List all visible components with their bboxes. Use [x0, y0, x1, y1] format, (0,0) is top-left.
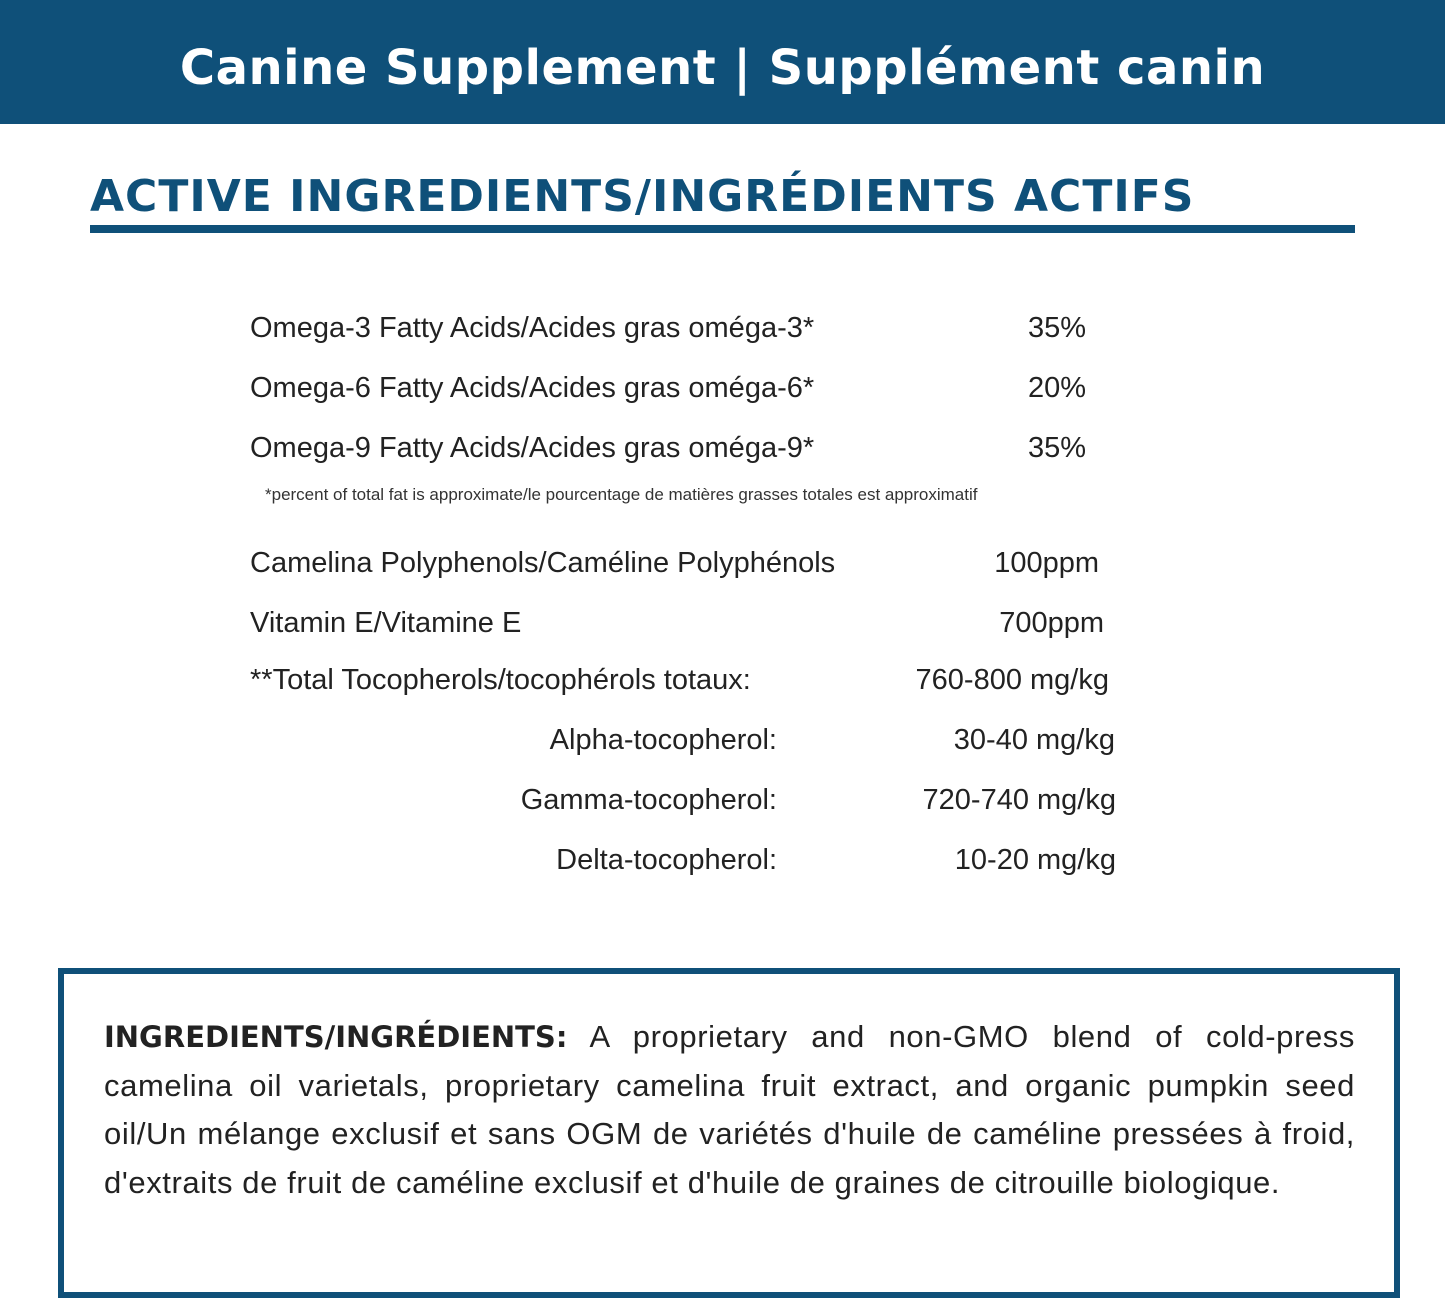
alpha-tocopherol-label: Alpha-tocopherol:: [549, 724, 777, 756]
omega-6-label: Omega-6 Fatty Acids/Acides gras oméga-6*: [250, 372, 815, 404]
active-ingredients-heading: ACTIVE INGREDIENTS/INGRÉDIENTS ACTIFS: [90, 171, 1195, 222]
camelina-polyphenols-label: Camelina Polyphenols/Caméline Polyphénols: [250, 547, 836, 579]
omega-9-label: Omega-9 Fatty Acids/Acides gras oméga-9*: [250, 432, 815, 464]
gamma-tocopherol-value: 720-740 mg/kg: [922, 784, 1116, 816]
omega-3-label: Omega-3 Fatty Acids/Acides gras oméga-3*: [250, 312, 815, 344]
delta-tocopherol-label: Delta-tocopherol:: [556, 844, 777, 876]
gamma-tocopherol-label: Gamma-tocopherol:: [520, 784, 777, 816]
ingredients-paragraph: [104, 1013, 1355, 1207]
omega-3-value: 35%: [1027, 312, 1086, 344]
vitamin-e-label: Vitamin E/Vitamine E: [250, 607, 522, 639]
total-tocopherols-label: **Total Tocopherols/tocophérols totaux:: [250, 664, 751, 696]
fat-footnote: *percent of total fat is approximate/le pourcentage de matières grasses totales est approximatif: [265, 485, 978, 504]
total-tocopherols-value: 760-800 mg/kg: [915, 664, 1109, 696]
ingredients-description: A proprietary and non-GMO blend of cold-press camelina oil varietals, proprietary camelina fruit extract, and organic pumpkin seed oil/Un mélange exclusif et sans OGM de variétés d'huile de caméline pressées à froid, d'extraits de fruit de caméline exclusif et d'huile de graines de citrouille biologique.: [104, 1019, 1355, 1200]
omega-9-value: 35%: [1027, 432, 1086, 464]
vitamin-e-value: 700ppm: [999, 607, 1104, 639]
heading-underline: [90, 225, 1355, 233]
alpha-tocopherol-value: 30-40 mg/kg: [953, 724, 1115, 756]
omega-6-value: 20%: [1027, 372, 1086, 404]
ingredients-label: INGREDIENTS/INGRÉDIENTS:: [104, 1020, 568, 1054]
delta-tocopherol-value: 10-20 mg/kg: [954, 844, 1116, 876]
camelina-polyphenols-value: 100ppm: [994, 547, 1099, 579]
page-title: Canine Supplement | Supplément canin: [179, 40, 1266, 96]
